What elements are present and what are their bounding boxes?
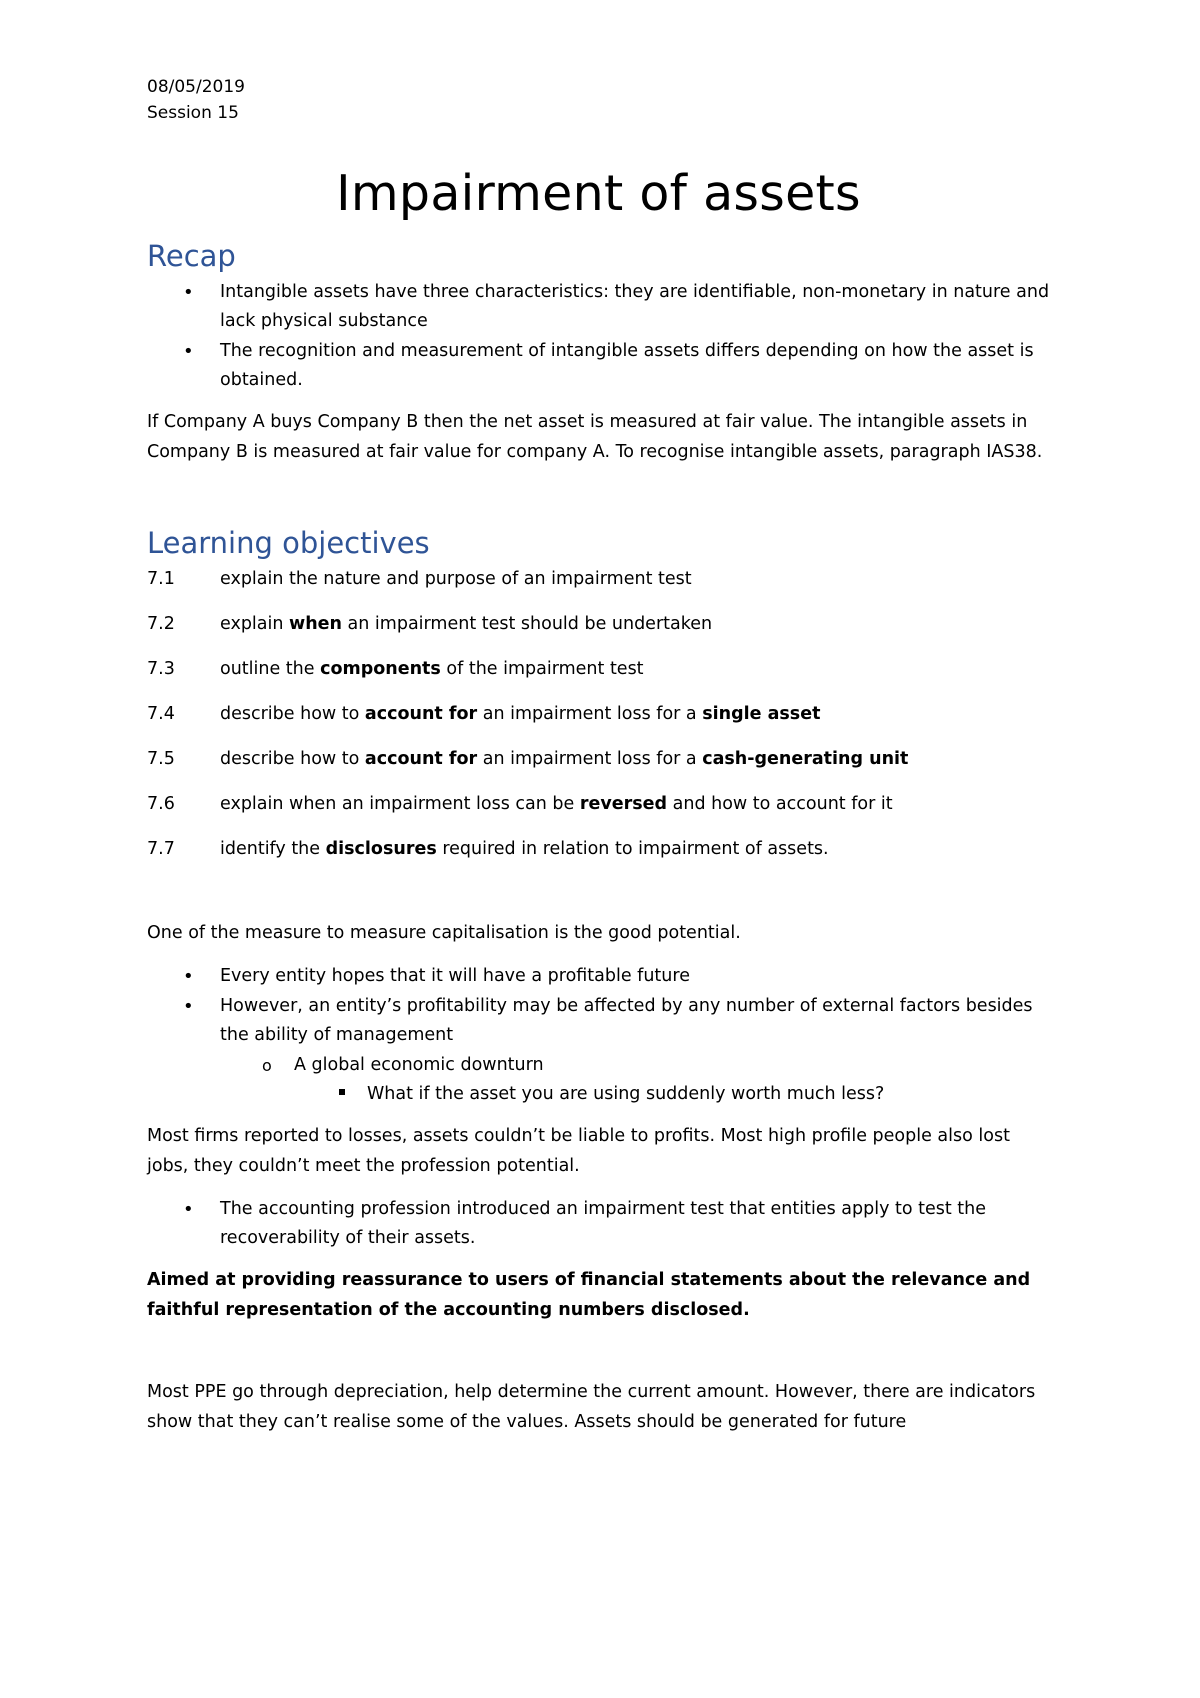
objective-text xyxy=(220,610,1050,639)
objectives-heading: Learning objectives xyxy=(147,526,430,560)
document-date: 08/05/2019 xyxy=(147,77,245,97)
objective-text-part: an impairment loss for a xyxy=(477,704,703,724)
objective-keyword: account for xyxy=(364,749,478,769)
recap-heading: Recap xyxy=(147,239,236,273)
objective-text xyxy=(220,790,1050,819)
document-title: Impairment of assets xyxy=(336,165,861,222)
objective-keyword: when xyxy=(289,614,342,634)
objective-row xyxy=(147,745,1050,774)
recap-bullet: • The recognition and measurement of intangible assets differs depending on how the asset is obtained. xyxy=(147,337,1050,395)
objective-number: 7.1 xyxy=(147,569,175,589)
session-label: Session 15 xyxy=(147,103,239,123)
body-bullet-list-2 xyxy=(147,1195,1050,1253)
objective-text-part: an impairment loss for a xyxy=(477,749,703,769)
objective-number: 7.3 xyxy=(147,659,175,679)
objective-text xyxy=(220,745,1050,774)
bold-paragraph: Aimed at providing reassurance to users of financial statements about the relevance and faithful representation of the accounting numbers disclosed. xyxy=(147,1270,1031,1320)
objective-number: 7.6 xyxy=(147,794,175,814)
objective-number: 7.5 xyxy=(147,749,175,769)
body-bullet: • The accounting profession introduced an impairment test that entities apply to test the recoverability of their assets. xyxy=(147,1195,1050,1253)
objective-row xyxy=(147,565,1050,594)
objective-row xyxy=(147,790,1050,819)
sub-bullet-text: A global economic downturn xyxy=(294,1055,544,1075)
body-bullet: • Every entity hopes that it will have a profitable future xyxy=(147,962,1050,991)
recap-bullet-list xyxy=(147,278,1050,395)
objective-text xyxy=(220,565,1050,594)
body-bullet-list xyxy=(147,962,1050,1050)
objective-text-part: explain the nature and purpose of an impairment test xyxy=(220,569,692,589)
objective-row xyxy=(147,610,1050,639)
body-paragraph-3: Most PPE go through depreciation, help determine the current amount. However, there are indicators show that they can’t realise some of the values. Assets should be generated for future xyxy=(147,1382,1036,1432)
objective-keyword: disclosures xyxy=(325,839,437,859)
body-bullet: • However, an entity’s profitability may be affected by any number of external factors besides the ability of management xyxy=(147,992,1050,1050)
objective-keyword: single asset xyxy=(702,704,821,724)
objective-keyword: account for xyxy=(364,704,478,724)
objectives-list xyxy=(147,565,1050,864)
objective-text xyxy=(220,655,1050,684)
objective-row xyxy=(147,700,1050,729)
objective-text-part: identify the xyxy=(220,839,326,859)
body-intro: One of the measure to measure capitalisation is the good potential. xyxy=(147,923,741,943)
objective-text xyxy=(220,835,1050,864)
square-bullet-icon xyxy=(339,1089,345,1095)
objective-text-part: of the impairment test xyxy=(440,659,644,679)
circle-bullet-marker: o xyxy=(262,1056,272,1075)
objective-text xyxy=(220,700,1050,729)
objective-number: 7.2 xyxy=(147,614,175,634)
objective-text-part: required in relation to impairment of assets. xyxy=(436,839,829,859)
objective-keyword: reversed xyxy=(579,794,668,814)
objective-row xyxy=(147,655,1050,684)
sub-bullet xyxy=(147,1051,1050,1080)
objective-keyword: components xyxy=(320,659,441,679)
sub-sub-bullet xyxy=(147,1080,1050,1109)
objective-text-part: and how to account for it xyxy=(667,794,893,814)
objective-row xyxy=(147,835,1050,864)
objective-text-part: describe how to xyxy=(220,749,365,769)
objective-number: 7.4 xyxy=(147,704,175,724)
sub-sub-bullet-text: What if the asset you are using suddenly worth much less? xyxy=(367,1084,885,1104)
body-paragraph-2: Most firms reported to losses, assets couldn’t be liable to profits. Most high profile people also lost jobs, they couldn’t meet the profession potential. xyxy=(147,1126,1010,1176)
recap-paragraph: If Company A buys Company B then the net asset is measured at fair value. The intangible assets in Company B is measured at fair value for company A. To recognise intangible assets, paragraph IAS38. xyxy=(147,412,1043,462)
objective-text-part: explain when an impairment loss can be xyxy=(220,794,580,814)
recap-bullet: • Intangible assets have three characteristics: they are identifiable, non-monetary in nature and lack physical substance xyxy=(147,278,1050,336)
objective-text-part: an impairment test should be undertaken xyxy=(341,614,713,634)
objective-number: 7.7 xyxy=(147,839,175,859)
objective-text-part: outline the xyxy=(220,659,321,679)
objective-keyword: cash-generating unit xyxy=(702,749,909,769)
objective-text-part: explain xyxy=(220,614,290,634)
objective-text-part: describe how to xyxy=(220,704,365,724)
